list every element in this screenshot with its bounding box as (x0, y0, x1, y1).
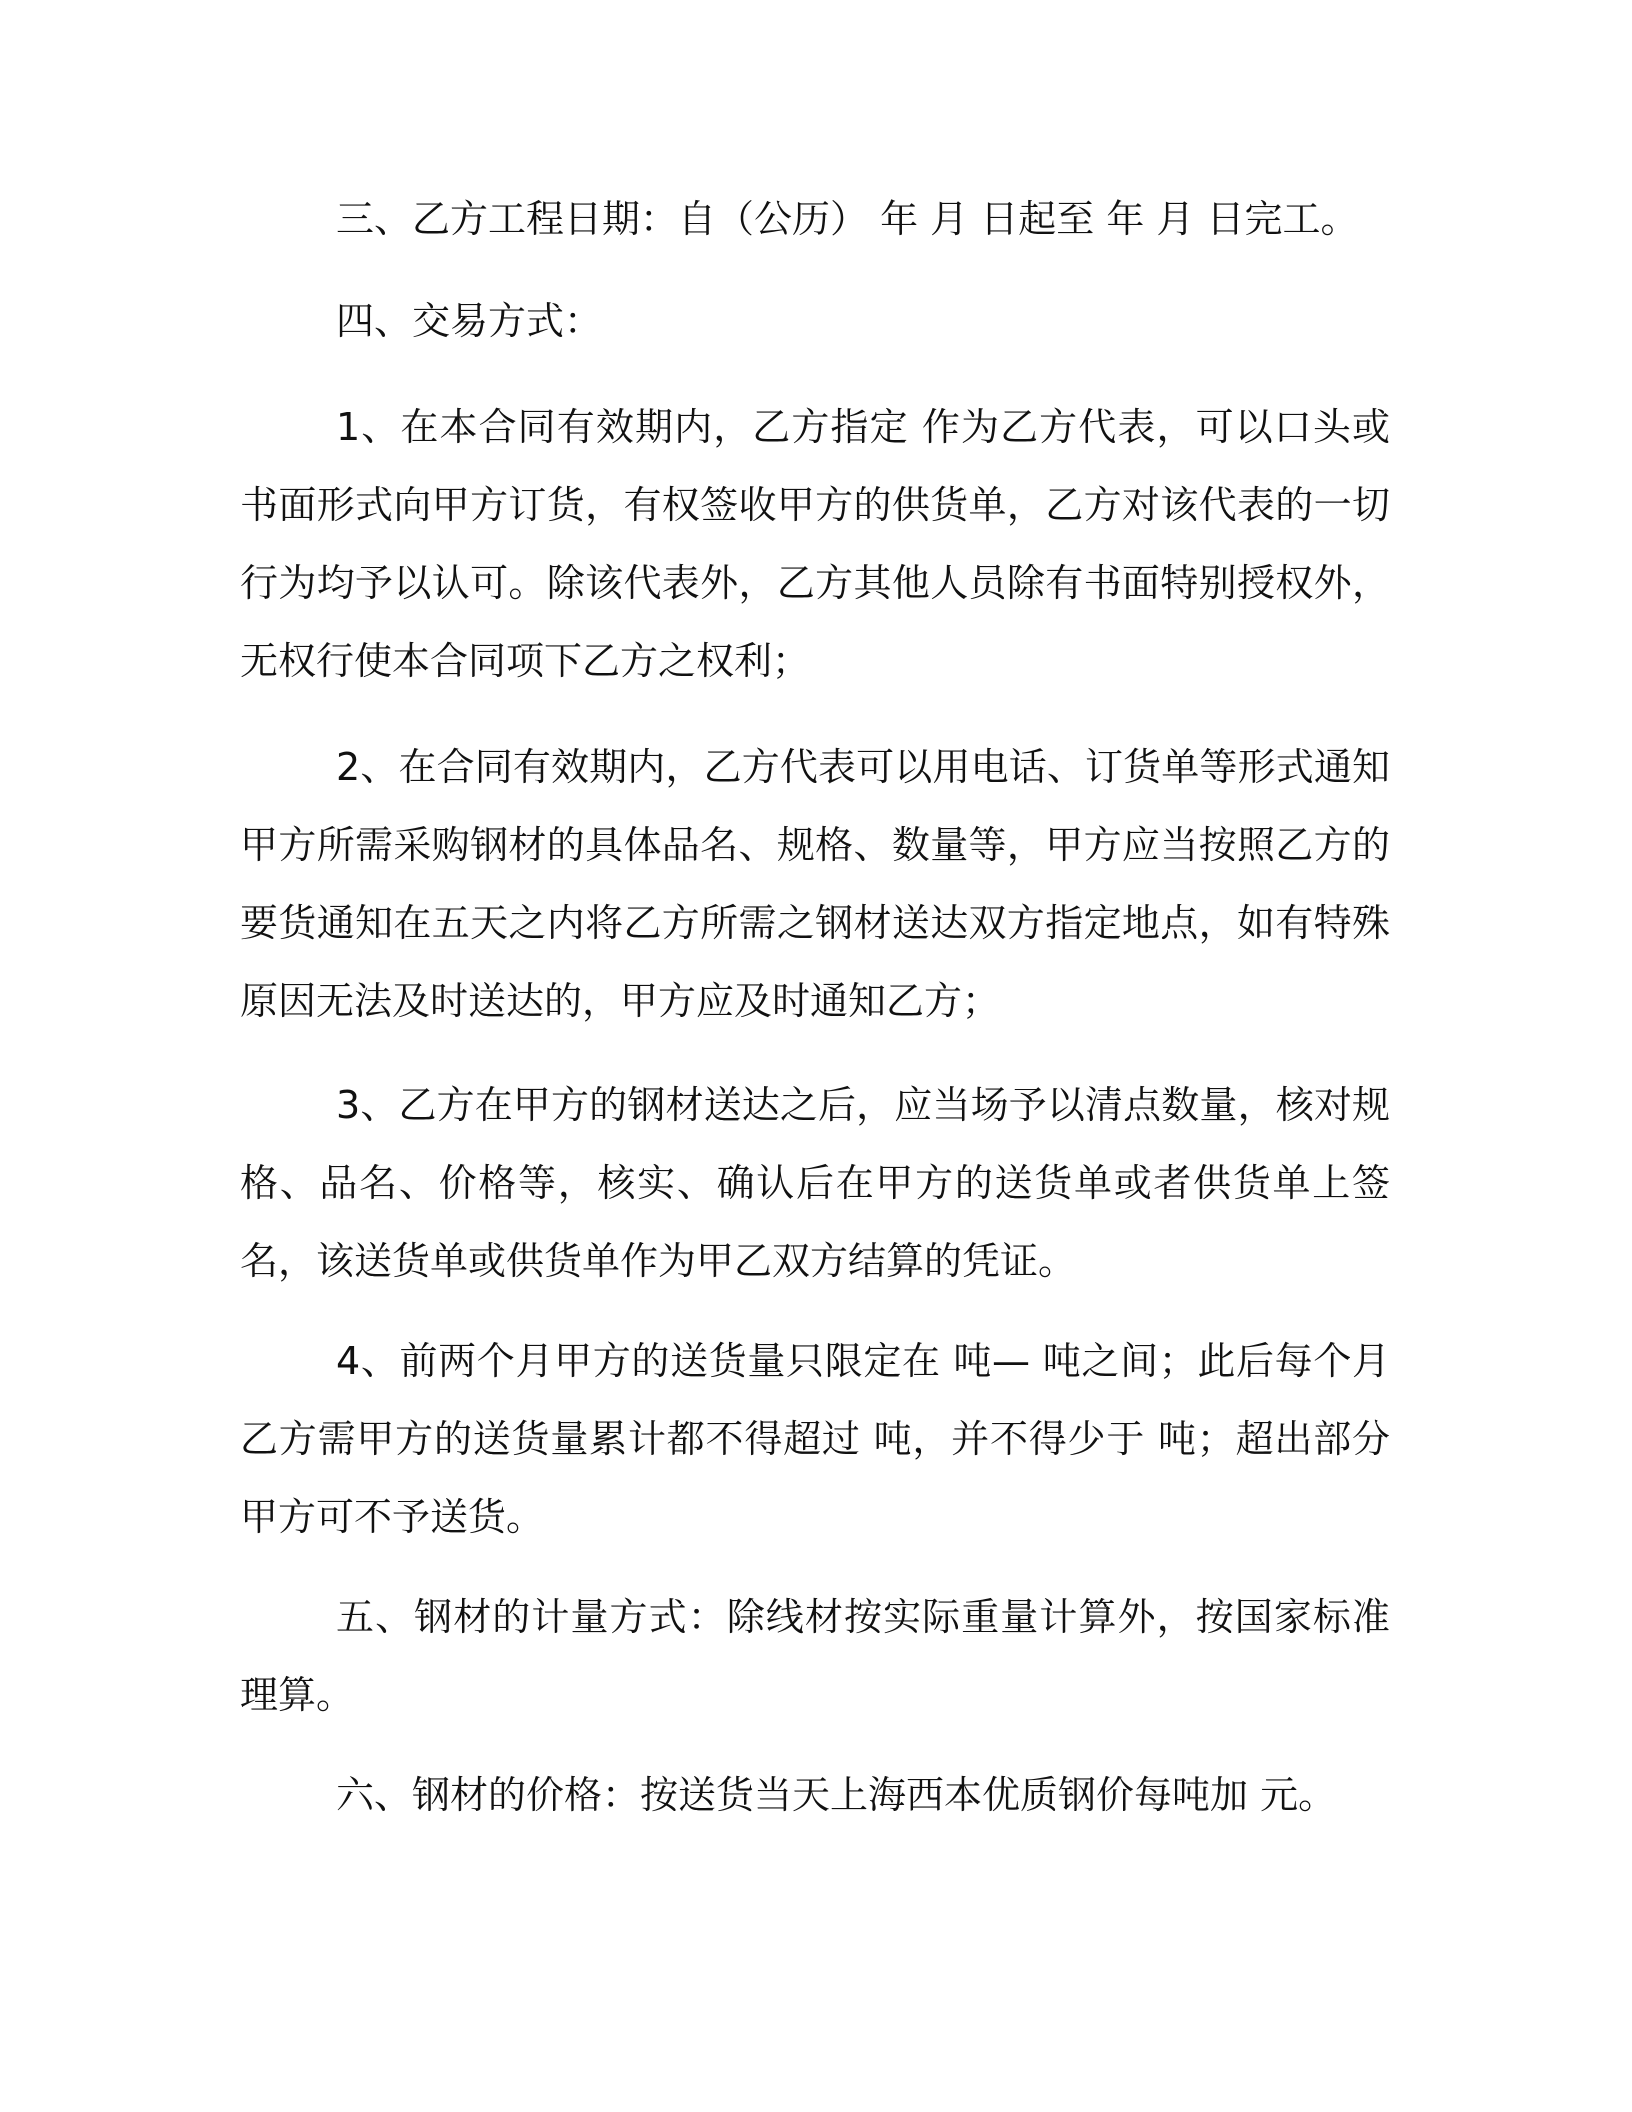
clause-item-4-delivery-volume: 4、前两个月甲方的送货量只限定在 吨— 吨之间；此后每个月乙方需甲方的送货量累计都不得超过 吨，并不得少于 吨；超出部分甲方可不予送货。 (240, 1339, 1390, 1539)
clause-item-2-ordering: 2、在合同有效期内，乙方代表可以用电话、订货单等形式通知甲方所需采购钢材的具体品名、规格、数量等，甲方应当按照乙方的要货通知在五天之内将乙方所需之钢材送达双方指定地点，如有特殊原因无法及时送达的，甲方应及时通知乙方； (240, 745, 1390, 1023)
clause-measurement-method: 五、钢材的计量方式：除线材按实际重量计算外，按国家标准理算。 (240, 1595, 1390, 1717)
clause-construction-period: 三、乙方工程日期：自（公历） 年 月 日起至 年 月 日完工。 (336, 197, 1359, 241)
clause-item-3-verification: 3、乙方在甲方的钢材送达之后，应当场予以清点数量，核对规格、品名、价格等，核实、确认后在甲方的送货单或者供货单上签名，该送货单或供货单作为甲乙双方结算的凭证。 (240, 1083, 1390, 1283)
clause-item-1-representative: 1、在本合同有效期内，乙方指定 作为乙方代表，可以口头或书面形式向甲方订货，有权签收甲方的供货单，乙方对该代表的一切行为均予以认可。除该代表外，乙方其他人员除有书面特别授权外，无权行使本合同项下乙方之权利； (240, 405, 1390, 683)
clause-steel-price: 六、钢材的价格：按送货当天上海西本优质钢价每吨加 元。 (336, 1773, 1337, 1817)
clause-transaction-method-heading: 四、交易方式： (336, 299, 603, 343)
